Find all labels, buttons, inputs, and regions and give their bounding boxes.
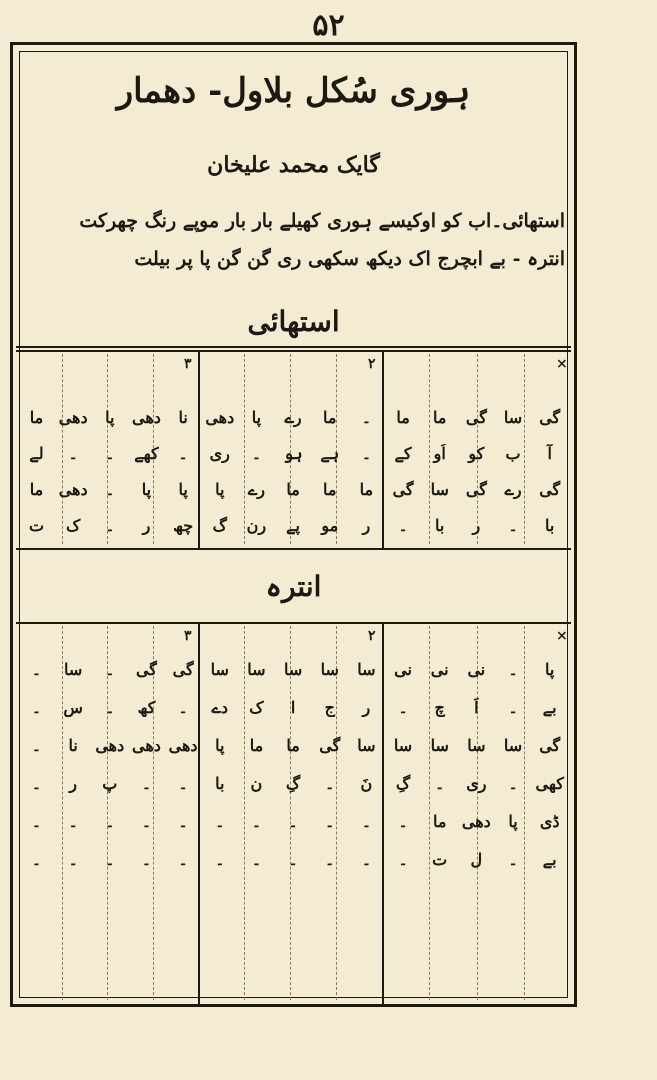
notation-cell: ۔ <box>31 698 42 717</box>
taal-mark: ۳ <box>184 628 192 644</box>
notation-cell: ۔ <box>251 444 262 463</box>
singer-credit: گایک محمد علیخان <box>207 152 380 178</box>
notation-cell: ۔ <box>105 812 115 831</box>
notation-cell: ۔ <box>178 698 188 717</box>
notation-cell: دھی <box>461 812 491 831</box>
divider <box>16 346 571 348</box>
notation-cell: ۔ <box>361 408 372 427</box>
notation-cell: ۔ <box>508 850 518 869</box>
notation-cell: پ <box>102 774 118 793</box>
notation-cell: پا <box>178 480 188 499</box>
notation-cell: ۔ <box>251 812 262 831</box>
notation-cell: رن <box>246 516 267 535</box>
notation-cell: دھی <box>95 736 125 755</box>
notation-cell: ت <box>432 850 448 869</box>
notation-cell: ۔ <box>508 660 518 679</box>
notation-cell: نی <box>467 660 486 679</box>
notation-cell: ۔ <box>31 850 42 869</box>
notation-cell: با <box>215 774 225 793</box>
notation-cell: نَ <box>360 774 373 793</box>
notation-cell: ۔ <box>215 812 225 831</box>
notation-cell: گی <box>539 736 561 755</box>
notation-cell: نا <box>68 736 78 755</box>
notation-cell: ما <box>29 480 44 499</box>
notation-cell: ۔ <box>105 850 115 869</box>
notation-cell: چ <box>434 698 445 717</box>
notation-cell: ۔ <box>105 480 115 499</box>
notation-cell: ۔ <box>325 774 335 793</box>
notation-cell: سا <box>503 408 523 427</box>
notation-cell: ر <box>472 516 481 535</box>
notation-cell: سا <box>393 736 413 755</box>
section-heading-antara: انترہ <box>265 570 322 603</box>
notation-cell: ۔ <box>141 812 152 831</box>
notation-cell: کھے <box>134 444 159 463</box>
notation-row <box>18 660 568 679</box>
notation-cell: ڈی <box>539 812 560 831</box>
notation-cell: دھی <box>168 736 198 755</box>
notation-cell: چھ <box>173 516 194 535</box>
notation-cell: ما <box>432 812 447 831</box>
notation-cell: ۔ <box>105 698 115 717</box>
notation-cell: ما <box>323 480 337 499</box>
notation-cell: سا <box>503 736 523 755</box>
notation-cell: ج <box>324 698 335 717</box>
composition-title: ہوری سُکل بلاول- دھمار <box>116 71 471 111</box>
section-heading-asthai: استھائی <box>247 305 340 338</box>
notation-cell: ت <box>28 516 45 535</box>
notation-cell: دھی <box>58 480 88 499</box>
notation-cell: ۔ <box>398 698 408 717</box>
notation-cell: نی <box>394 660 412 679</box>
notation-cell: ۔ <box>508 774 518 793</box>
taal-mark: ۲ <box>368 628 376 644</box>
notation-cell: ر <box>362 698 371 717</box>
notation-cell: ما <box>432 408 447 427</box>
notation-cell: گِ <box>395 774 411 793</box>
notation-cell: ما <box>286 736 300 755</box>
notation-cell: ۔ <box>68 812 78 831</box>
notation-cell: ما <box>396 408 410 427</box>
notation-cell: ۔ <box>398 516 408 535</box>
notation-cell: آ <box>547 444 552 463</box>
notation-cell: ۔ <box>31 774 42 793</box>
notation-cell: رے <box>504 480 522 499</box>
notation-cell: گی <box>172 660 194 679</box>
notation-cell: لے <box>29 444 44 463</box>
notation-cell: پا <box>105 408 115 427</box>
taal-mark: × <box>556 356 568 372</box>
notation-row <box>18 408 568 427</box>
notation-cell: ری <box>209 444 230 463</box>
notation-cell: سا <box>357 660 376 679</box>
notation-cell: با <box>545 516 555 535</box>
notation-cell: ۔ <box>105 660 115 679</box>
page-number: ۵۲ <box>312 8 345 43</box>
notation-cell: ۔ <box>325 850 335 869</box>
notation-cell: ۔ <box>361 812 372 831</box>
notation-cell: گی <box>465 408 487 427</box>
notation-cell: ر <box>69 774 77 793</box>
notation-cell: نا <box>178 408 188 427</box>
divider <box>16 548 571 550</box>
notation-cell: ل <box>470 850 483 869</box>
notation-cell: ۔ <box>508 698 518 717</box>
notation-cell: گی <box>392 480 414 499</box>
notation-row <box>18 812 568 831</box>
notation-cell: ۔ <box>251 850 262 869</box>
notation-cell: ۔ <box>508 516 518 535</box>
lyric-asthai: استھائی۔اب کو اوکیسے ہوری کھیلے بار بار موپے رنگ چھرکت <box>79 210 565 232</box>
notation-cell: پا <box>508 812 518 831</box>
notation-cell: پا <box>251 408 262 427</box>
notation-cell: دھی <box>205 408 235 427</box>
notation-cell: رے <box>247 480 265 499</box>
notation-cell: ۔ <box>288 812 298 831</box>
taal-mark: × <box>556 628 568 644</box>
notation-cell: ما <box>323 408 337 427</box>
notation-cell: گی <box>539 480 561 499</box>
notation-cell: ن <box>250 774 263 793</box>
notation-cell: سا <box>430 736 449 755</box>
notation-cell: ما <box>359 480 374 499</box>
notation-cell: ۔ <box>398 850 408 869</box>
lyric-antara: انترہ - بے ابچرج اک دیکھ سکھی ری گن گن پا پر بیلت <box>134 248 565 270</box>
notation-cell: دے <box>211 698 229 717</box>
notation-cell: ۔ <box>325 812 335 831</box>
notation-cell: دھی <box>58 408 88 427</box>
notation-cell: ک <box>249 698 264 717</box>
notation-cell: ۔ <box>31 812 42 831</box>
notation-cell: ۔ <box>68 850 78 869</box>
notation-cell: کے <box>394 444 412 463</box>
notation-cell: اُو <box>433 444 446 463</box>
notation-cell: ۔ <box>178 812 188 831</box>
notation-cell: ۔ <box>398 812 408 831</box>
notation-row <box>18 480 568 499</box>
notation-cell: پا <box>215 736 225 755</box>
notation-cell: بے <box>542 850 557 869</box>
notation-cell: ہو <box>283 444 303 463</box>
divider <box>16 350 571 352</box>
notation-cell: سا <box>283 660 303 679</box>
notation-cell: مو <box>321 516 339 535</box>
notation-cell: گی <box>319 736 341 755</box>
notation-cell: سا <box>357 736 376 755</box>
notation-cell: پا <box>545 660 555 679</box>
notation-cell: رے <box>284 408 302 427</box>
notation-row <box>18 736 568 755</box>
taal-mark: ۲ <box>368 356 376 372</box>
notation-cell: سا <box>64 660 83 679</box>
notation-cell: گ <box>212 516 227 535</box>
notation-cell: بے <box>542 698 557 717</box>
notation-cell: سا <box>210 660 229 679</box>
notation-cell: گی <box>539 408 561 427</box>
notation-cell: ۔ <box>178 444 188 463</box>
notation-cell: گی <box>465 480 487 499</box>
notation-cell: ما <box>29 408 44 427</box>
notation-row <box>18 516 568 535</box>
notation-cell: سا <box>430 480 449 499</box>
notation-cell: ۔ <box>141 850 152 869</box>
notation-cell: کھی <box>535 774 564 793</box>
notation-cell: ری <box>466 774 487 793</box>
notation-cell: پے <box>286 516 300 535</box>
notation-cell: دھی <box>132 736 161 755</box>
notation-cell: ۔ <box>178 774 188 793</box>
notation-cell: ۔ <box>361 850 372 869</box>
notation-cell: ا <box>290 698 296 717</box>
notation-cell: پا <box>215 480 225 499</box>
notation-cell: ۔ <box>288 850 298 869</box>
notation-cell: نی <box>430 660 449 679</box>
notation-cell: ۔ <box>105 444 115 463</box>
notation-cell: دھی <box>132 408 161 427</box>
notation-row <box>18 444 568 463</box>
notation-cell: سا <box>467 736 486 755</box>
notation-cell: ۔ <box>68 444 78 463</box>
notation-row <box>18 698 568 717</box>
notation-cell: ما <box>286 480 300 499</box>
notation-cell: کو <box>468 444 485 463</box>
notation-cell: ۔ <box>31 660 42 679</box>
notation-cell: ہے <box>320 444 340 463</box>
notation-cell: ک <box>65 516 81 535</box>
notation-cell: س <box>63 698 83 717</box>
notation-cell: ب <box>505 444 521 463</box>
notation-row <box>18 774 568 793</box>
notation-cell: سا <box>320 660 339 679</box>
notation-cell: ۔ <box>435 774 445 793</box>
taal-mark: ۳ <box>184 356 192 372</box>
divider <box>16 622 571 624</box>
notation-cell: با <box>435 516 445 535</box>
notation-cell: گِ <box>285 774 301 793</box>
notation-cell: پا <box>141 480 152 499</box>
notation-cell: سا <box>247 660 266 679</box>
notation-cell: ۔ <box>105 516 115 535</box>
notation-cell: ۔ <box>178 850 188 869</box>
notation-cell: ر <box>362 516 371 535</box>
notation-cell: گی <box>135 660 157 679</box>
notation-cell: ر <box>142 516 151 535</box>
notation-cell: ۔ <box>31 736 42 755</box>
notation-cell: اَ <box>474 698 479 717</box>
notation-cell: ۔ <box>361 444 372 463</box>
notation-row <box>18 850 568 869</box>
notation-cell: ۔ <box>215 850 225 869</box>
notation-cell: ۔ <box>141 774 152 793</box>
notation-cell: کھ <box>137 698 156 717</box>
notation-cell: ما <box>249 736 264 755</box>
